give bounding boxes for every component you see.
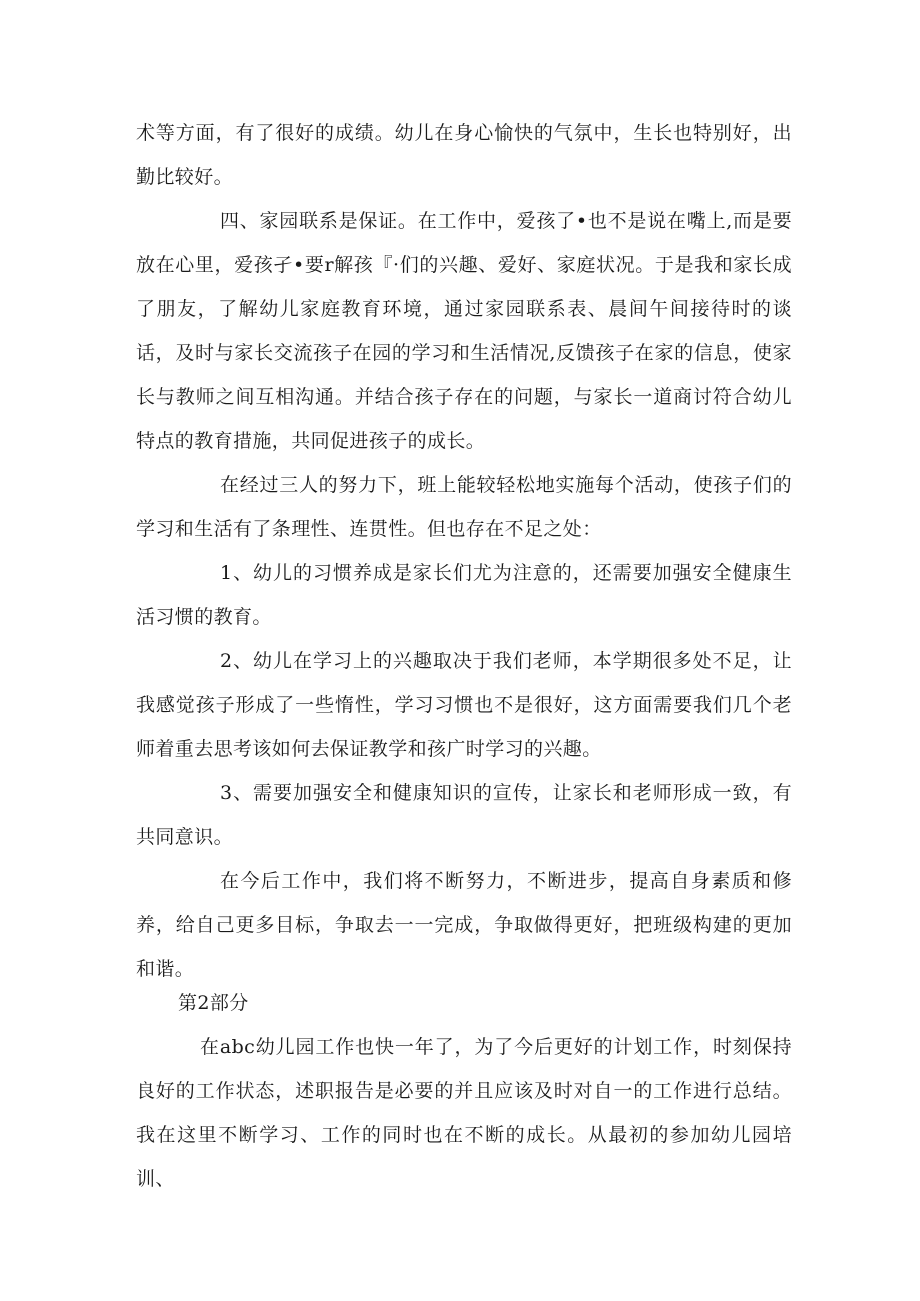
paragraph-shortcoming-3: 3、需要加强安全和健康知识的宣传，让家长和老师形成一致，有共同意识。 <box>136 782 792 848</box>
paragraph-part-2-intro: 在abc幼儿园工作也快一年了，为了今后更好的计划工作，时刻保持良好的工作状态，述职报告是必要的并且应该及时对自一的工作进行总结。我在这里不断学习、工作的同时也在不断的成长。从最初的参加幼儿园培训、 <box>136 1036 792 1190</box>
paragraph-shortcoming-1: 1、幼儿的习惯养成是家长们尤为注意的，还需要加强安全健康生活习惯的教育。 <box>136 562 792 628</box>
paragraph-class-summary: 在经过三人的努力下，班上能较轻松地实施每个活动，使孩子们的学习和生活有了条理性、连贯性。但也存在不足之处： <box>136 474 792 540</box>
section-heading: 第2部分 <box>178 992 249 1014</box>
paragraph-future-work: 在今后工作中，我们将不断努力，不断进步，提高自身素质和修养，给自己更多目标，争取去一一完成，争取做得更好，把班级构建的更加和谐。 <box>136 870 792 980</box>
paragraph-continuation: 术等方面，有了很好的成绩。幼儿在身心愉快的气氛中，生长也特别好，出勤比较好。 <box>136 122 792 188</box>
paragraph-home-school-contact: 四、家园联系是保证。在工作中，爱孩了•也不是说在嘴上,而是要放在心里，爱孩孑•要r解孩『·们的兴趣、爱好、家庭状况。于是我和家长成了朋友，了解幼儿家庭教育环境，通过家园联系表、晨间午间接待时的谈话，及时与家长交流孩子在园的学习和生活情况,反馈孩子在家的信息，使家长与教师之间互相沟通。并结合孩子存在的问题，与家长一道商讨符合幼儿特点的教育措施，共同促进孩子的成长。 <box>136 210 792 452</box>
paragraph-shortcoming-2: 2、幼儿在学习上的兴趣取决于我们老师，本学期很多处不足，让我感觉孩子形成了一些惰性，学习习惯也不是很好，这方面需要我们几个老师着重去思考该如何去保证教学和孩广时学习的兴趣。 <box>136 650 792 760</box>
